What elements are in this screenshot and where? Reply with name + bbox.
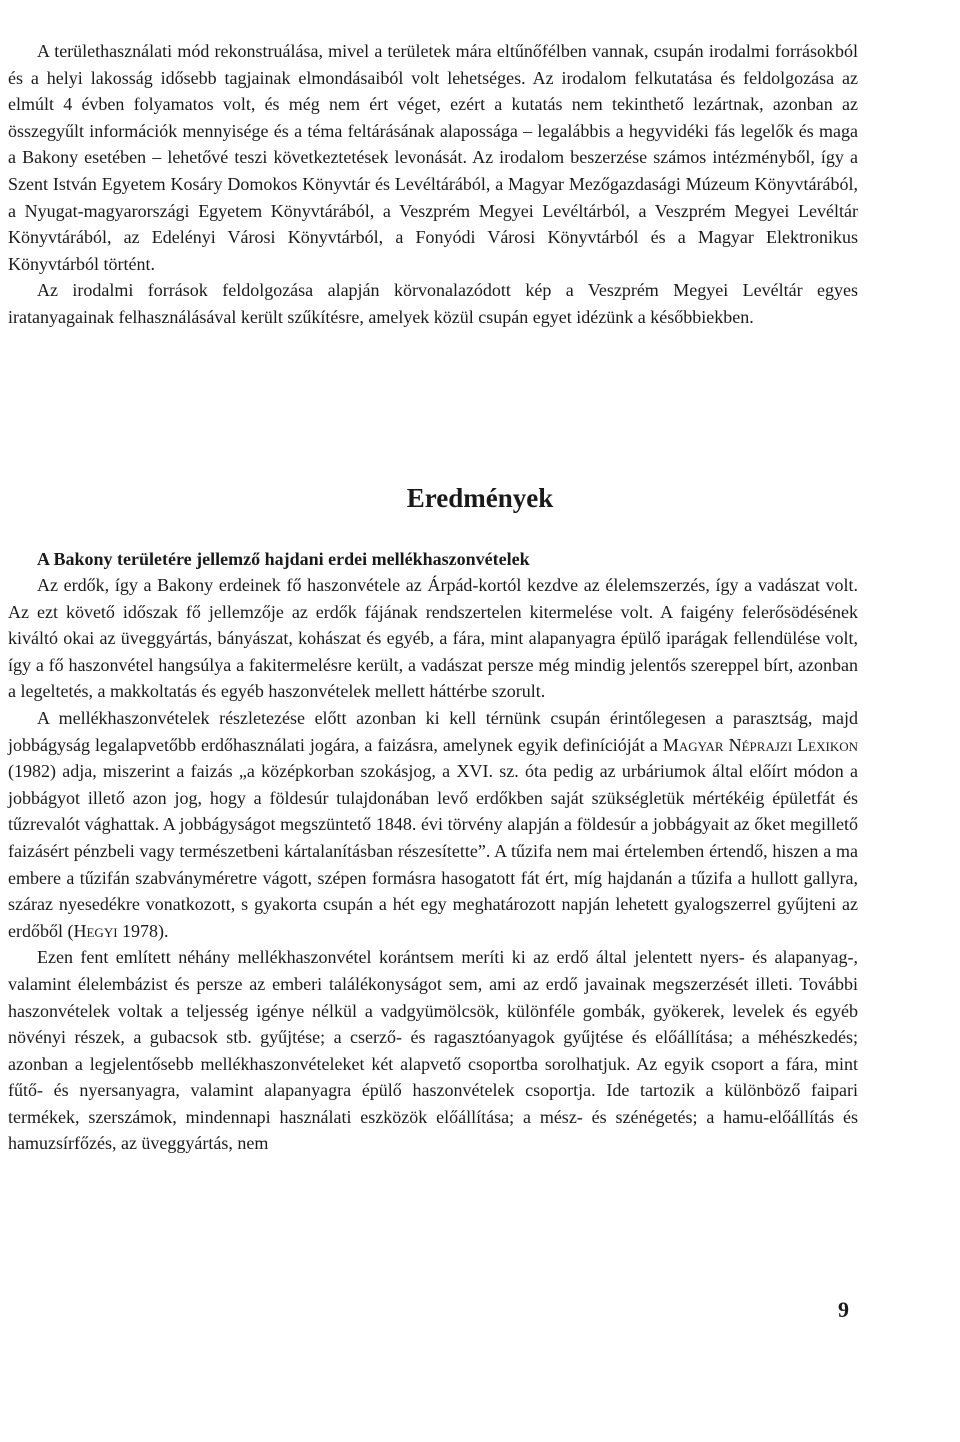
results-block: [8, 572, 858, 1157]
lexicon-reference: Magyar Néprajzi Lexikon: [662, 734, 858, 755]
results-paragraph-3: Ezen fent említett néhány mellékhaszonvétel korántsem meríti ki az erdő által jelentett nyers- és alapanyag-, valamint élelembázist és persze az emberi találékonyságot sem, ami az erdő javainak megszerzését illeti. További haszonvételek voltak a teljesség igénye nélkül a vadgyümölcsök, különféle gombák, gyökerek, levelek és egyéb növényi részek, a gubacsok stb. gyűjtése; a cserző- és ragasztóanyagok gyűjtése és előállítása; a méhészkedés; azonban a legjelentősebb mellékhaszonvételeket két alapvető csoportba sorolhatjuk. Az egyik csoport a fára, mint fűtő- és nyersanyagra, valamint alapanyagra épülő haszonvételek csoportja. Ide tartozik a különböző faipari termékek, szerszámok, mindennapi használati eszközök előállítása; a mész- és szénégetés; a hamu-előállítás és hamuzsírfőzés, az üveggyártás, nem: [8, 947, 858, 1154]
subsection-heading: A Bakony területére jellemző hajdani erdei mellékhaszonvételek: [37, 549, 530, 569]
intro-block: [8, 38, 858, 331]
intro-paragraph: A területhasználati mód rekonstruálása, mivel a területek mára eltűnőfélben vannak, csupán irodalmi forrásokból és a helyi lakosság idősebb tagjainak elmondásaiból volt lehetséges. Az irodalom felkutatása és feldolgozása az elmúlt 4 évben folyamatos volt, és még nem ért véget, ezért a kutatás nem tekinthető lezártnak, azonban az összegyűlt információk mennyisége és a téma feltárásának alapossága – legalábbis a hegyvidéki fás legelők és maga a Bakony esetében – lehetővé teszi következtetések levonását. Az irodalom beszerzése számos intézményből, így a Szent István Egyetem Kosáry Domokos Könyvtár és Levéltárából, a Magyar Mezőgazdasági Múzeum Könyvtárából, a Nyugat-magyarországi Egyetem Könyvtárából, a Veszprém Megyei Levéltárból, a Veszprém Megyei Levéltár Könyvtárából, az Edelényi Városi Könyvtárból, a Fonyódi Városi Könyvtárból és a Magyar Elektronikus Könyvtárból történt.: [8, 41, 858, 274]
citation-author: Hegyi: [73, 920, 118, 941]
page-number: 9: [838, 1297, 849, 1322]
results-p2-text-b: (1982) adja, miszerint a faizás „a középkorban szokásjog, a XVI. sz. óta pedig az urbáriumok által előírt módon a jobbágyot illető azon jog, hogy a földesúr tulajdonában levő erdőkben saját szükségletük mértékéig épületfát és tűzrevalót vághattak. A jobbágyságot megszüntető 1848. évi törvény alapján a földesúr a jobbágyait az őket megillető faizásért pénzbeli vagy természetbeni kártalanításban részesítette”. A tűzifa nem mai értelemben értendő, hiszen a ma embere a tűzifán szabványméretre vágott, szépen formásra hasogatott fát ért, míg hajdanán a tűzifa a hullott gallyra, száraz nyesedékre vonatkozott, s gyakorta csupán a hét egy meghatározott napján lehetett gyalogszerrel gyűjteni az erdőből (: [8, 761, 858, 941]
results-paragraph-2: [8, 705, 858, 944]
results-p2-text-c: 1978).: [117, 920, 169, 941]
second-paragraph: Az irodalmi források feldolgozása alapján körvonalazódott kép a Veszprém Megyei Levéltár egyes iratanyagainak felhasználásával került szűkítésre, amelyek közül csupán egyet idézünk a későbbiekben.: [8, 280, 858, 327]
results-p2-text-a: A mellékhaszonvételek részletezése előtt azonban ki kell térnünk csupán érintőlegesen a parasztság, majd jobbágyság legalapvetőbb erdőhasználati jogára, a faizásra, amelynek egyik definícióját a: [8, 707, 858, 755]
results-paragraph-1: Az erdők, így a Bakony erdeinek fő haszonvétele az Árpád-kortól kezdve az élelemszerzés, így a vadászat volt. Az ezt követő időszak fő jellemzője az erdők fájának rendszertelen kitermelése volt. A faigény felerősödésének kiváltó okai az üveggyártás, bányászat, kohászat és egyéb, a fára, mint alapanyagra épülő iparágak fellendülése volt, így a fő haszonvétel hangsúlya a fakitermelésre került, a vadászat persze még mindig jelentős szereppel bírt, azonban a legeltetés, a makkoltatás és egyéb haszonvételek mellett háttérbe szorult.: [8, 575, 858, 702]
section-heading: Eredmények: [406, 483, 554, 513]
